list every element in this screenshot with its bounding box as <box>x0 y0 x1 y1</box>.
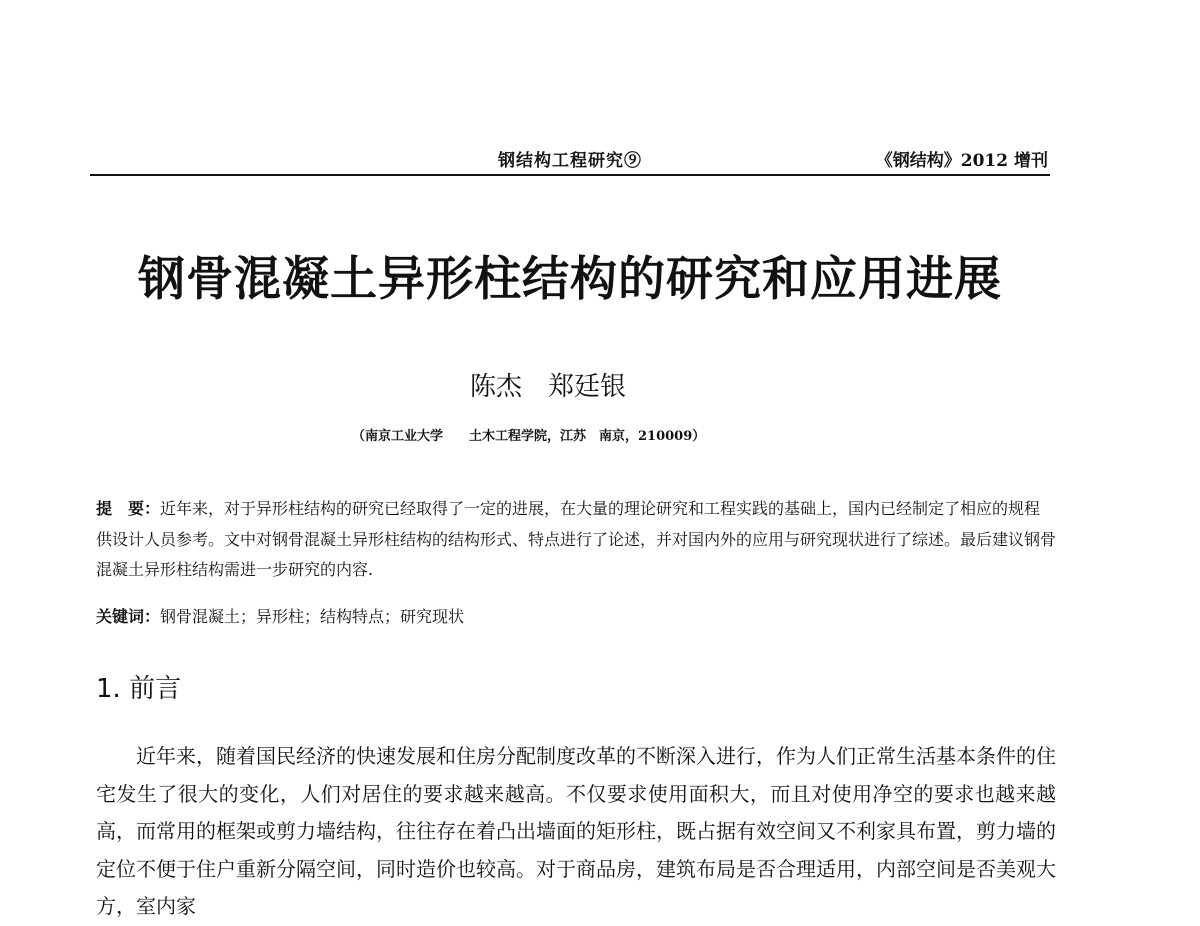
affiliation: （南京工业大学 土木工程学院，江苏 南京，210009） <box>352 429 706 444</box>
running-header-series: 钢结构工程研究⑨ <box>498 151 642 171</box>
keywords <box>96 604 1056 627</box>
authors: 陈杰 郑廷银 <box>470 372 627 402</box>
running-header-journal: 《钢结构》2012 增刊 <box>875 151 1048 171</box>
keywords-label: 关键词： <box>96 607 161 626</box>
abstract-text: 近年来，对于异形柱结构的研究已经取得了一定的进展，在大量的理论研究和工程实践的基础上，国内已经制定了相应的规程供设计人员参考。文中对钢骨混凝土异形柱结构的结构形式、特点进行了论述，并对国内外的应用与研究现状进行了综述。最后建议钢骨混凝土异形柱结构需进一步研究的内容. <box>96 499 1057 579</box>
body-paragraph: 近年来，随着国民经济的快速发展和住房分配制度改革的不断深入进行，作为人们正常生活基本条件的住宅发生了很大的变化，人们对居住的要求越来越高。不仅要求使用面积大，而且对使用净空的要求也越来越高，而常用的框架或剪力墙结构，往往存在着凸出墙面的矩形柱，既占据有效空间又不利家具布置，剪力墙的定位不便于住户重新分隔空间，同时造价也较高。对于商品房，建筑布局是否合理适用，内部空间是否美观大方，室内家 <box>96 744 1056 918</box>
keywords-text: 钢骨混凝土；异形柱；结构特点；研究现状 <box>160 607 465 626</box>
header-rule <box>90 174 1050 176</box>
abstract-label: 提 要： <box>96 499 161 518</box>
paper-title: 钢骨混凝土异形柱结构的研究和应用进展 <box>138 252 1002 307</box>
abstract <box>96 494 1056 586</box>
section-heading: 1. 前言 <box>96 674 182 704</box>
